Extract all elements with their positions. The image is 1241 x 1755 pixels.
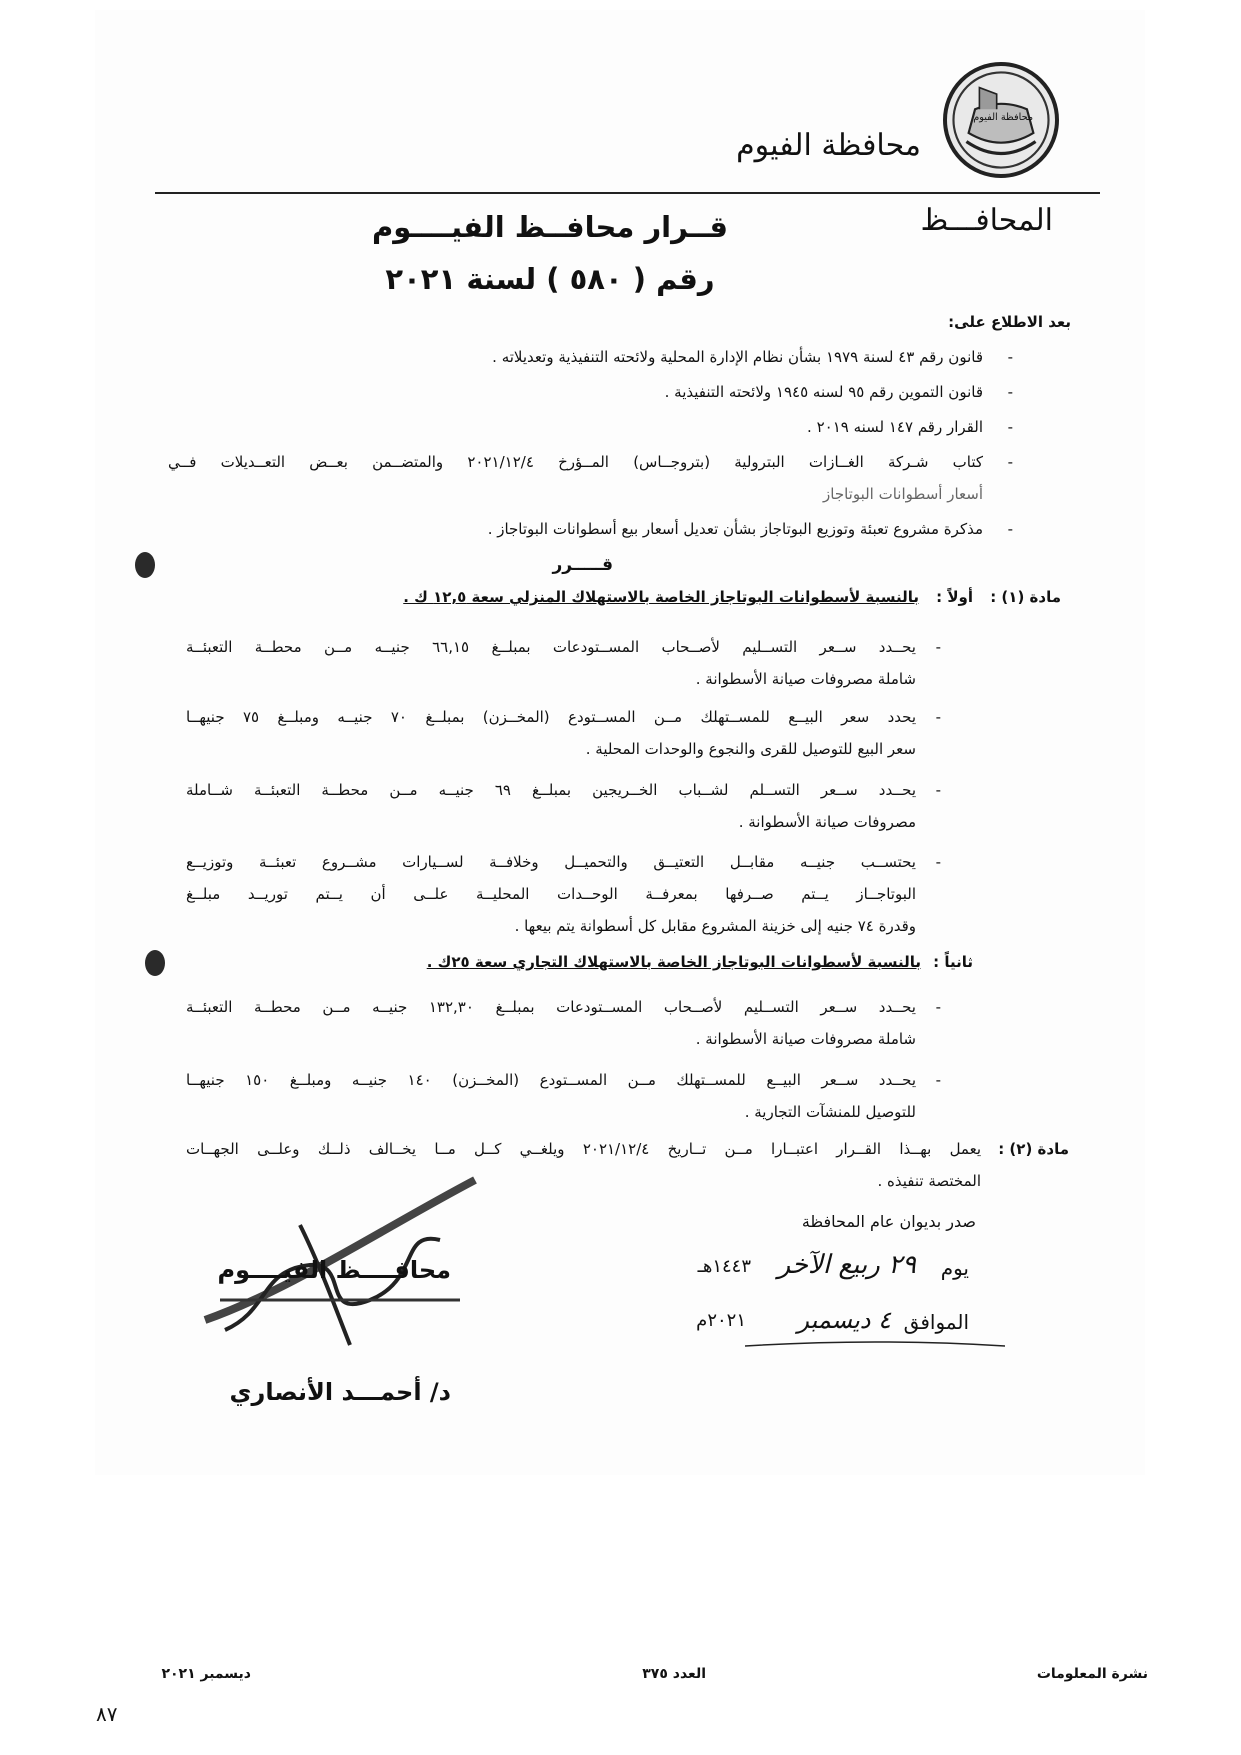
item-line: سعر البيع للتوصيل للقرى والنجوع والوحدات المحلية . bbox=[585, 740, 916, 758]
first-heading: بالنسبة لأسطوانات البوتاجاز الخاصة بالاستهلاك المنزلي سعة ١٢,٥ ك . bbox=[403, 588, 919, 606]
decree-title: قــرار محافــظ الفيــــوم bbox=[372, 210, 728, 244]
item-line: للتوصيل للمنشآت التجارية . bbox=[744, 1103, 916, 1121]
item-line: شاملة مصروفات صيانة الأسطوانة . bbox=[695, 1030, 916, 1048]
greg-date: ٤ ديسمبر bbox=[797, 1306, 891, 1334]
item-line: وقدرة ٧٤ جنيه إلى خزينة المشروع مقابل كل أسطوانة يتم بيعها . bbox=[514, 917, 916, 935]
second-heading: بالنسبة لأسطوانات البوتاجاز الخاصة بالاستهلاك التجاري سعة ٢٥ك . bbox=[426, 953, 921, 971]
item-line: يحتســب جنيــه مقابــل التعتيــق والتحميــل وخلافــة لســيارات مشــروع تعبئــة وتوزيــع bbox=[186, 853, 916, 871]
preamble-item: قانون التموين رقم ٩٥ لسنه ١٩٤٥ ولائحته التنفيذية . bbox=[664, 383, 983, 401]
preamble-dash: - bbox=[1007, 418, 1013, 436]
first-label: أولاً : bbox=[936, 588, 973, 606]
item-dash: - bbox=[935, 638, 941, 656]
issued-place: صدر بديوان عام المحافظة bbox=[801, 1212, 976, 1231]
item-line: مصروفات صيانة الأسطوانة . bbox=[738, 813, 916, 831]
punch-hole bbox=[135, 552, 155, 578]
preamble-item: كتاب شـركة الغــازات البترولية (بتروجــاس) المــؤرخ ٢٠٢١/١٢/٤ والمتضــمن بعــض التعــديلات فــي bbox=[168, 453, 983, 471]
item-line: يحدد سعر البيــع للمســتهلك مــن المســتودع (المخــزن) بمبلــغ ٧٠ جنيــه ومبلــغ ٧٥ جنيهــا bbox=[186, 708, 916, 726]
footer-issue: العدد ٣٧٥ bbox=[642, 1666, 706, 1682]
item-line: يحــدد ســعر التســليم لأصــحاب المســتودعات بمبلــغ ١٣٢,٣٠ جنيــه مــن محطــة التعبئــة bbox=[186, 998, 916, 1016]
preamble-item-continued: أسعار أسطوانات البوتاجاز bbox=[823, 485, 983, 503]
preamble-item: مذكرة مشروع تعبئة وتوزيع البوتاجاز بشأن تعديل أسعار بيع أسطوانات البوتاجاز . bbox=[487, 520, 983, 538]
date-underline bbox=[745, 1340, 1005, 1350]
office-label: المحافـــظ bbox=[920, 203, 1053, 238]
item-line: البوتاجــاز يــتم صــرفها بمعرفــة الوحــدات المحليــة علــى أن يــتم توريــد مبلــغ bbox=[186, 885, 916, 903]
punch-hole bbox=[145, 950, 165, 976]
page-number: ٨٧ bbox=[96, 1702, 118, 1726]
preamble-intro: بعد الاطلاع على: bbox=[948, 313, 1071, 331]
article2-label: مادة (٢) : bbox=[998, 1140, 1069, 1158]
item-dash: - bbox=[935, 998, 941, 1016]
footer-date: ديسمبر ٢٠٢١ bbox=[161, 1666, 251, 1682]
item-line: يحــدد ســعر البيــع للمســتهلك مــن المســتودع (المخــزن) ١٤٠ جنيــه ومبلــغ ١٥٠ جنيهــا bbox=[186, 1071, 916, 1089]
item-dash: - bbox=[935, 708, 941, 726]
signatory-title: محافــــظ الفيــــوم bbox=[217, 1256, 451, 1284]
second-label: ثانياً : bbox=[933, 953, 973, 971]
item-dash: - bbox=[935, 853, 941, 871]
footer-bulletin: نشرة المعلومات bbox=[1036, 1666, 1148, 1682]
item-line: يحــدد ســعر التســلم لشــباب الخــريجين بمبلــغ ٦٩ جنيــه مــن محطــة التعبئــة شــاملة bbox=[186, 781, 916, 799]
decides-heading: قـــــرر bbox=[552, 555, 613, 575]
preamble-item: القرار رقم ١٤٧ لسنه ٢٠١٩ . bbox=[807, 418, 983, 436]
governorate-seal bbox=[943, 62, 1059, 178]
preamble-dash: - bbox=[1007, 453, 1013, 471]
item-dash: - bbox=[935, 1071, 941, 1089]
preamble-item: قانون رقم ٤٣ لسنة ١٩٧٩ بشأن نظام الإدارة المحلية ولائحته التنفيذية وتعديلاته . bbox=[492, 348, 983, 366]
article1-label: مادة (١) : bbox=[990, 588, 1061, 606]
seal-text: محافظة الفيوم bbox=[973, 112, 1034, 123]
article2-text: يعمل بهــذا القــرار اعتبــارا مــن تــاريخ ٢٠٢١/١٢/٤ ويلغــي كــل مــا يخــالف ذلــك وعلــى الجهــات bbox=[186, 1140, 982, 1158]
hijri-prefix: يوم bbox=[940, 1256, 969, 1280]
greg-year: ٢٠٢١م bbox=[696, 1310, 746, 1331]
item-dash: - bbox=[935, 781, 941, 799]
hijri-date: ٢٩ ربيع الآخر bbox=[777, 1250, 916, 1280]
hijri-year: ١٤٤٣هـ bbox=[697, 1256, 751, 1277]
greg-prefix: الموافق bbox=[903, 1310, 969, 1334]
item-line: شاملة مصروفات صيانة الأسطوانة . bbox=[695, 670, 916, 688]
preamble-dash: - bbox=[1007, 348, 1013, 366]
signatory-name: د/ أحمـــد الأنصاري bbox=[229, 1378, 451, 1406]
header-divider bbox=[155, 192, 1100, 194]
decree-number: رقم ( ٥٨٠ ) لسنة ٢٠٢١ bbox=[385, 262, 715, 296]
governorate-name: محافظة الفيوم bbox=[736, 128, 921, 163]
article2-text: المختصة تنفيذه . bbox=[877, 1172, 981, 1190]
preamble-dash: - bbox=[1007, 520, 1013, 538]
preamble-dash: - bbox=[1007, 383, 1013, 401]
item-line: يحــدد ســعر التســليم لأصــحاب المســتودعات بمبلــغ ٦٦,١٥ جنيــه مــن محطــة التعبئــة bbox=[186, 638, 916, 656]
